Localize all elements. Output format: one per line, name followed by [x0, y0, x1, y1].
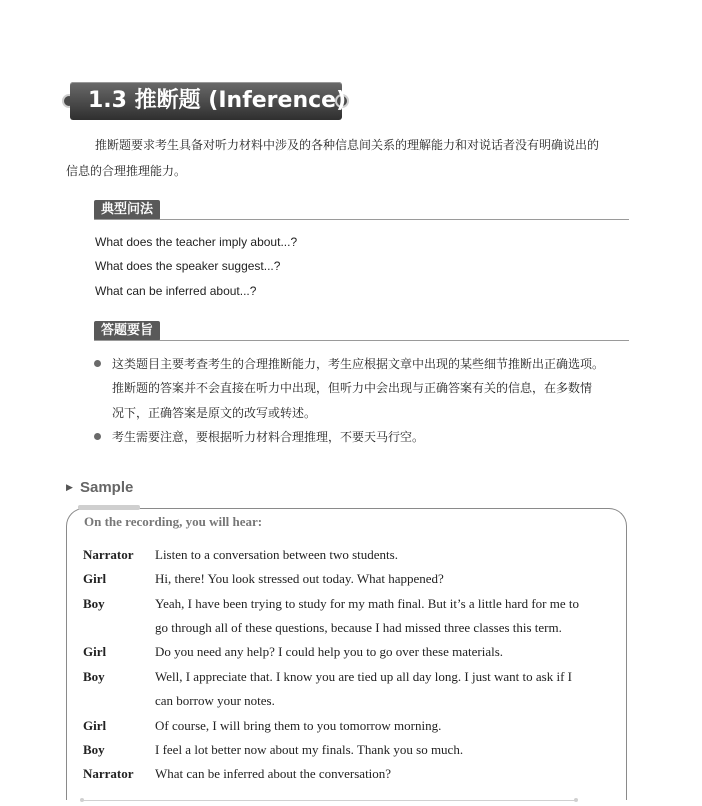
speaker-label: Boy	[83, 669, 105, 684]
dialogue-line: go through all of these questions, because I had missed three classes this term.	[155, 620, 562, 635]
speaker-label: Narrator	[83, 766, 134, 781]
speaker-label: Narrator	[83, 547, 134, 562]
question-item: What does the speaker suggest...?	[95, 259, 281, 273]
rule-end-dot	[574, 798, 578, 802]
question-item: What can be inferred about...?	[95, 284, 257, 298]
sample-box-tab-bar	[78, 505, 140, 510]
tip-2: 考生需要注意，要根据听力材料合理推理，不要天马行空。	[112, 430, 425, 444]
dialogue-line: Yeah, I have been trying to study for my math final. But it’s a little hard for me to	[155, 596, 579, 611]
tip-1-line-1: 这类题目主要考查考生的合理推断能力，考生应根据文章中出现的某些细节推断出正确选项。	[112, 357, 605, 371]
intro-line-2: 信息的合理推理能力。	[66, 164, 187, 178]
speaker-label: Boy	[83, 742, 105, 757]
play-triangle-icon: ▶	[66, 483, 73, 493]
dialogue-line: Of course, I will bring them to you tomorrow morning.	[155, 718, 442, 733]
speaker-label: Girl	[83, 718, 107, 733]
sample-label: Sample	[80, 479, 134, 496]
speaker-label: Girl	[83, 571, 107, 586]
typical-questions-tab: 典型问法	[94, 200, 160, 220]
rule-end-dot	[80, 798, 84, 802]
dialogue-line: I feel a lot better now about my finals. Thank you so much.	[155, 742, 464, 757]
intro-line-1: 推断题要求考生具备对听力材料中涉及的各种信息间关系的理解能力和对说话者没有明确说出的	[95, 138, 600, 152]
section-heading: 1.3 推断题 (Inference)	[88, 88, 347, 113]
on-recording-label: On the recording, you will hear:	[84, 514, 263, 529]
speaker-label: Boy	[83, 596, 105, 611]
tip-1-line-2: 推断题的答案并不会直接在听力中出现，但听力中会出现与正确答案有关的信息，在多数情	[112, 381, 593, 395]
dialogue-line: can borrow your notes.	[155, 693, 275, 708]
speaker-label: Girl	[83, 644, 107, 659]
sample-box-bottom-rule	[82, 800, 576, 801]
dialogue-line: Well, I appreciate that. I know you are tied up all day long. I just want to ask if I	[155, 669, 572, 684]
tips-tab: 答题要旨	[94, 321, 160, 341]
dialogue-line: Listen to a conversation between two students.	[155, 547, 398, 562]
bullet-dot	[94, 360, 101, 367]
question-item: What does the teacher imply about...?	[95, 235, 298, 249]
bullet-dot	[94, 433, 101, 440]
tip-1-line-3: 况下，正确答案是原文的改写或转述。	[112, 406, 317, 420]
tips-rule	[94, 340, 629, 341]
dialogue-line: Do you need any help? I could help you to go over these materials.	[155, 644, 504, 659]
dialogue-line: Hi, there! You look stressed out today. What happened?	[155, 571, 444, 586]
typical-questions-rule	[94, 219, 629, 220]
dialogue-line: What can be inferred about the conversation?	[155, 766, 392, 781]
